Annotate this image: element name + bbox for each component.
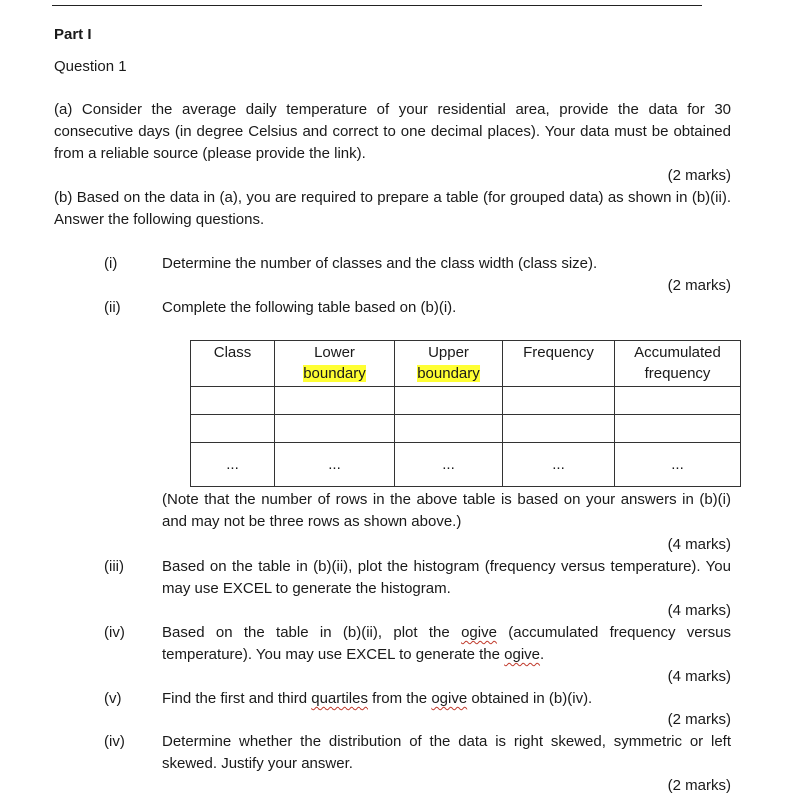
table-cell	[615, 387, 741, 415]
table-cell	[275, 387, 395, 415]
top-rule	[52, 5, 702, 6]
table-row	[191, 415, 741, 443]
sub-v-text	[162, 688, 731, 710]
word-quartiles: quartiles	[311, 690, 368, 707]
header-lower-label: Lower	[314, 344, 355, 361]
table-cell	[275, 415, 395, 443]
part-title: Part I	[54, 26, 92, 43]
header-frequency-label: Frequency	[523, 344, 594, 361]
header-frequency-label-2: frequency	[644, 365, 711, 382]
table-cell	[615, 415, 741, 443]
ellipsis-cell: ...	[395, 443, 503, 487]
table-cell	[395, 415, 503, 443]
word-ogive: ogive	[461, 624, 497, 641]
header-class	[191, 341, 275, 387]
question-a-text: (a) Consider the average daily temperature of your residential area, provide the data for 30 consecutive days (in degree Celsius and correct to one decimal places). Your data must be obtained from a reliable source (please provide the link).	[54, 101, 731, 162]
header-upper-boundary-label: boundary	[417, 365, 480, 382]
table-note: (Note that the number of rows in the above table is based on your answers in (b)(i) and may not be three rows as shown above.)	[162, 491, 731, 530]
table-cell	[191, 415, 275, 443]
ellipsis-cell: ...	[503, 443, 615, 487]
sub-vi-text: Determine whether the distribution of the data is right skewed, symmetric or left skewed. Justify your answer.	[162, 733, 731, 772]
sub-v-text-part: obtained in (b)(iv).	[467, 690, 593, 707]
header-class-label: Class	[213, 344, 252, 361]
question-a-marks: (2 marks)	[667, 167, 731, 184]
sub-i-text: Determine the number of classes and the class width (class size).	[162, 255, 598, 272]
table-cell	[191, 387, 275, 415]
sub-i-number: (i)	[104, 255, 118, 272]
sub-iv-number: (iv)	[104, 624, 125, 641]
sub-vi-marks: (2 marks)	[667, 777, 731, 794]
question-b-text: (b) Based on the data in (a), you are required to prepare a table (for grouped data) as shown in (b)(ii). Answer the following questions.	[54, 189, 731, 228]
sub-iv-text-part: (accumulated frequency versus temperature). You may use EXCEL to generate the	[162, 624, 731, 663]
sub-v-text-part: from the	[367, 690, 432, 707]
ellipsis-cell: ...	[191, 443, 275, 487]
table-cell	[503, 415, 615, 443]
sub-iv-text-part: Based on the table in (b)(ii), plot the	[162, 624, 462, 641]
sub-iii-number: (iii)	[104, 558, 124, 575]
table-cell	[503, 387, 615, 415]
sub-v-text-part: Find the first and third	[162, 690, 312, 707]
sub-ii-number: (ii)	[104, 299, 121, 316]
word-ogive: ogive	[431, 690, 468, 707]
word-ogive: ogive	[504, 646, 541, 663]
table-cell	[395, 387, 503, 415]
sub-iv-text-part: .	[540, 646, 545, 663]
header-accumulated-frequency	[615, 341, 741, 387]
sub-ii-text: Complete the following table based on (b)(i).	[162, 299, 457, 316]
ellipsis-cell: ...	[275, 443, 395, 487]
sub-ii-marks: (4 marks)	[667, 536, 731, 553]
table-row	[191, 387, 741, 415]
header-upper-label: Upper	[428, 344, 469, 361]
ellipsis-cell: ...	[615, 443, 741, 487]
header-upper-boundary	[395, 341, 503, 387]
sub-vi-number: (iv)	[104, 733, 125, 750]
question-title: Question 1	[54, 58, 127, 75]
grouped-data-table	[190, 340, 741, 487]
sub-iii-text: Based on the table in (b)(ii), plot the histogram (frequency versus temperature). You may use EXCEL to generate the histogram.	[162, 558, 731, 597]
sub-v-number: (v)	[104, 690, 122, 707]
table-row-ellipsis	[191, 443, 741, 487]
sub-iv-marks: (4 marks)	[667, 668, 731, 685]
header-lower-boundary	[275, 341, 395, 387]
table-header-row	[191, 341, 741, 387]
sub-iv-text	[162, 622, 731, 666]
sub-v-marks: (2 marks)	[667, 711, 731, 728]
header-accumulated-label: Accumulated	[634, 344, 721, 361]
header-lower-boundary-label: boundary	[303, 365, 366, 382]
sub-iii-marks: (4 marks)	[667, 602, 731, 619]
header-frequency	[503, 341, 615, 387]
sub-i-marks: (2 marks)	[667, 277, 731, 294]
